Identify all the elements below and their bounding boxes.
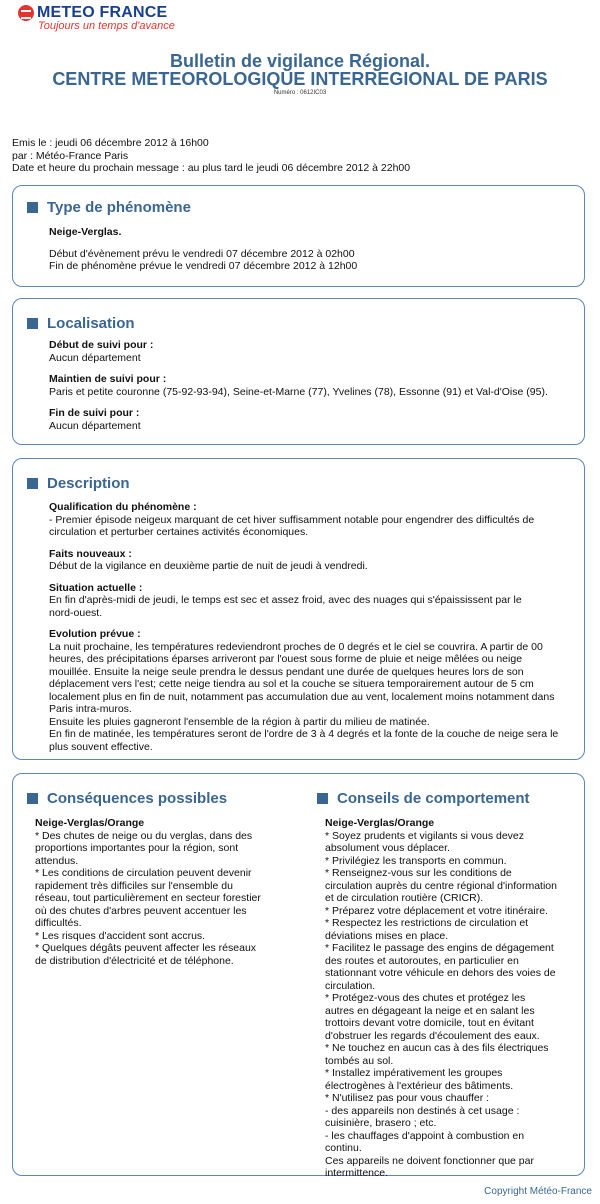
text-line: * Les conditions de circulation peuvent devenir bbox=[35, 867, 252, 879]
text-line: et de circulation routière (CRICR). bbox=[325, 892, 484, 904]
text-line: trottoirs devant votre domicile, tout en évitant bbox=[325, 1017, 534, 1029]
text-line: mouillée. Ensuite la neige seule prendra le dessus pendant une durée de quelques heures lors de son bbox=[49, 665, 524, 678]
text-line: Paris intra-muros. bbox=[49, 703, 132, 715]
text-line: tombés au sol. bbox=[325, 1054, 394, 1067]
consequences-column bbox=[13, 774, 273, 967]
evolution-section bbox=[49, 628, 569, 753]
consequences-conseils-panel bbox=[12, 773, 585, 1179]
phenomene-start: Début d'évènement prévu le vendredi 07 décembre 2012 à 02h00 bbox=[49, 247, 355, 260]
text-line: La nuit prochaine, les températures redeviendront proches de 0 degrés et le ciel se couvrira. A partir de 00 bbox=[49, 640, 543, 653]
panel-header bbox=[27, 475, 584, 492]
meteo-france-logo[interactable] bbox=[18, 4, 175, 32]
square-bullet-icon bbox=[317, 793, 328, 804]
situation-label: Situation actuelle : bbox=[49, 581, 143, 594]
panel-header bbox=[27, 790, 273, 807]
text-line: réseau, tout particulièrement en secteur forestier bbox=[35, 892, 261, 904]
square-bullet-icon bbox=[27, 478, 38, 489]
text-line: * Renseignez-vous sur les conditions de bbox=[325, 867, 512, 879]
text-line: de distribution d'électricité et de téléphone. bbox=[35, 954, 234, 967]
square-bullet-icon bbox=[27, 318, 38, 329]
text-line: où des chutes d'arbres peuvent accentuer les bbox=[35, 904, 247, 917]
text-line: En fin de matinée, les températures seront de l'ordre de 3 à 4 degrés et la fonte de la couche de neige sera le bbox=[49, 728, 559, 740]
text-line: heures, des précipitations éparses arriveront par l'ouest sous forme de pluie et neige mêlées ou neige bbox=[49, 653, 523, 665]
text-line: intermittence. bbox=[325, 1167, 389, 1179]
text-line: * Facilitez le passage des engins de dégagement bbox=[325, 942, 554, 954]
conseils-column bbox=[303, 774, 563, 1180]
text-line: En fin d'après-midi de jeudi, le temps est sec et assez froid, avec des nuages qui s'épaississent par le bbox=[49, 594, 522, 606]
situation-section bbox=[49, 582, 569, 620]
logo-tagline: Toujours un temps d'avance bbox=[38, 20, 175, 32]
maintien-suivi-label: Maintien de suivi pour : bbox=[49, 373, 167, 385]
bulletin-title: Bulletin de vigilance Régional. bbox=[169, 51, 431, 71]
qualification-label: Qualification du phénomène : bbox=[49, 501, 197, 513]
text-line: * Les risques d'accident sont accrus. bbox=[35, 929, 206, 942]
text-line: circulation auprès du centre régional d'information bbox=[325, 879, 557, 892]
text-line: circulation. bbox=[325, 979, 376, 992]
conseils-text bbox=[325, 817, 565, 1180]
text-line: Ensuite les pluies gagneront l'ensemble de la région à partir du milieu de matinée. bbox=[49, 715, 430, 728]
text-line: * Respectez les restrictions de circulation et bbox=[325, 917, 529, 929]
panel-title: Description bbox=[47, 475, 130, 492]
copyright: Copyright Météo-France bbox=[484, 1186, 592, 1197]
emis-le: Emis le : jeudi 06 décembre 2012 à 16h00 bbox=[12, 137, 209, 149]
type-phenomene-panel bbox=[12, 185, 585, 287]
text-line: - Premier épisode neigeux marquant de cet hiver suffisamment notable pour engendrer des difficultés de bbox=[49, 513, 535, 526]
panel-title: Conséquences possibles bbox=[47, 790, 228, 807]
text-line: * N'utilisez pas pour vous chauffer : bbox=[325, 1092, 490, 1104]
text-line: * Des chutes de neige ou du verglas, dans des bbox=[35, 829, 253, 842]
text-line: continu. bbox=[325, 1142, 362, 1154]
text-line: localement plus en fin de nuit, notamment pas accumulation due au vent, localement moins notamment dans bbox=[49, 690, 555, 703]
text-line: stationnant votre véhicule en dehors des voies de bbox=[325, 967, 556, 979]
emission-info bbox=[12, 137, 410, 175]
text-line: Ces appareils ne doivent fonctionner que par bbox=[325, 1154, 534, 1167]
panel-title: Type de phénomène bbox=[47, 199, 191, 216]
text-line: nord-ouest. bbox=[49, 606, 103, 619]
next-message: Date et heure du prochain message : au plus tard le jeudi 06 décembre 2012 à 22h00 bbox=[12, 162, 411, 174]
text-line: rapidement très difficiles sur l'ensemble du bbox=[35, 879, 233, 892]
text-line: absolument vous déplacer. bbox=[325, 842, 450, 854]
meteo-france-logo-icon bbox=[18, 5, 34, 21]
bulletin-number: Numéro : 0612IC03 bbox=[273, 90, 327, 96]
text-line: d'obstruer les regards d'écoulement des eaux. bbox=[325, 1029, 540, 1042]
faits-label: Faits nouveaux : bbox=[49, 547, 132, 560]
text-line: déplacement vers l'est; cette neige tiendra au sol et la couche se situera temporairement autour de 5 cm bbox=[49, 678, 534, 690]
debut-suivi-value: Aucun département bbox=[49, 351, 141, 364]
text-line: - des appareils non destinés à cet usage : bbox=[325, 1104, 520, 1117]
conseils-subheading: Neige-Verglas/Orange bbox=[325, 817, 435, 829]
description-panel bbox=[12, 458, 585, 760]
maintien-suivi-value: Paris et petite couronne (75-92-93-94), Seine-et-Marne (77), Yvelines (78), Essonne (91) et Val-d'Oise (95). bbox=[49, 385, 548, 398]
text-line: * Préparez votre déplacement et votre itinéraire. bbox=[325, 904, 548, 917]
text-line: autres en dégageant la neige et en salant les bbox=[325, 1004, 535, 1017]
panel-title: Conseils de comportement bbox=[337, 790, 530, 807]
localisation-panel bbox=[12, 298, 585, 445]
panel-header bbox=[27, 315, 584, 332]
fin-suivi-label: Fin de suivi pour : bbox=[49, 407, 140, 419]
text-line: circulation et perturber certaines activités économiques. bbox=[49, 526, 309, 538]
phenomene-name: Neige-Verglas. bbox=[49, 226, 122, 238]
square-bullet-icon bbox=[27, 202, 38, 213]
text-line: des routes et autoroutes, en particulier en bbox=[325, 954, 519, 967]
consequences-subheading: Neige-Verglas/Orange bbox=[35, 817, 145, 829]
text-line: * Soyez prudents et vigilants si vous devez bbox=[325, 829, 525, 842]
faits-section bbox=[49, 548, 569, 573]
evolution-label: Evolution prévue : bbox=[49, 628, 141, 640]
panel-title: Localisation bbox=[47, 315, 135, 332]
fin-suivi-value: Aucun département bbox=[49, 419, 141, 432]
text-line: électrogènes à l'extérieur des bâtiments. bbox=[325, 1079, 514, 1092]
text-line: * Quelques dégâts peuvent affecter les réseaux bbox=[35, 942, 257, 954]
text-line: * Ne touchez en aucun cas à des fils électriques bbox=[325, 1042, 549, 1054]
center-title: CENTRE METEOROLOGIQUE INTERREGIONAL DE PARIS bbox=[52, 69, 548, 89]
text-line: plus souvent effective. bbox=[49, 740, 153, 753]
phenomene-end: Fin de phénomène prévue le vendredi 07 décembre 2012 à 12h00 bbox=[49, 260, 358, 272]
text-line: - les chauffages d'appoint à combustion en bbox=[325, 1129, 525, 1142]
qualification-section bbox=[49, 501, 569, 539]
text-line: cuisinière, brasero ; etc. bbox=[325, 1117, 437, 1129]
square-bullet-icon bbox=[27, 793, 38, 804]
text-line: * Privilégiez les transports en commun. bbox=[325, 854, 507, 867]
panel-header bbox=[27, 199, 584, 216]
text-line: déviations mises en place. bbox=[325, 929, 449, 942]
consequences-text bbox=[35, 817, 275, 967]
text-line: attendus. bbox=[35, 854, 79, 867]
emis-par: par : Météo-France Paris bbox=[12, 149, 129, 162]
text-line: proportions importantes pour la région, sont bbox=[35, 842, 239, 854]
panel-header bbox=[317, 790, 563, 807]
text-line: Début de la vigilance en deuxième partie de nuit de jeudi à vendredi. bbox=[49, 560, 368, 572]
text-line: * Installez impérativement les groupes bbox=[325, 1067, 503, 1079]
debut-suivi-label: Début de suivi pour : bbox=[49, 339, 154, 351]
text-line: difficultés. bbox=[35, 917, 82, 929]
logo-name: METEO FRANCE bbox=[37, 4, 168, 21]
text-line: * Protégez-vous des chutes et protégez les bbox=[325, 992, 526, 1004]
